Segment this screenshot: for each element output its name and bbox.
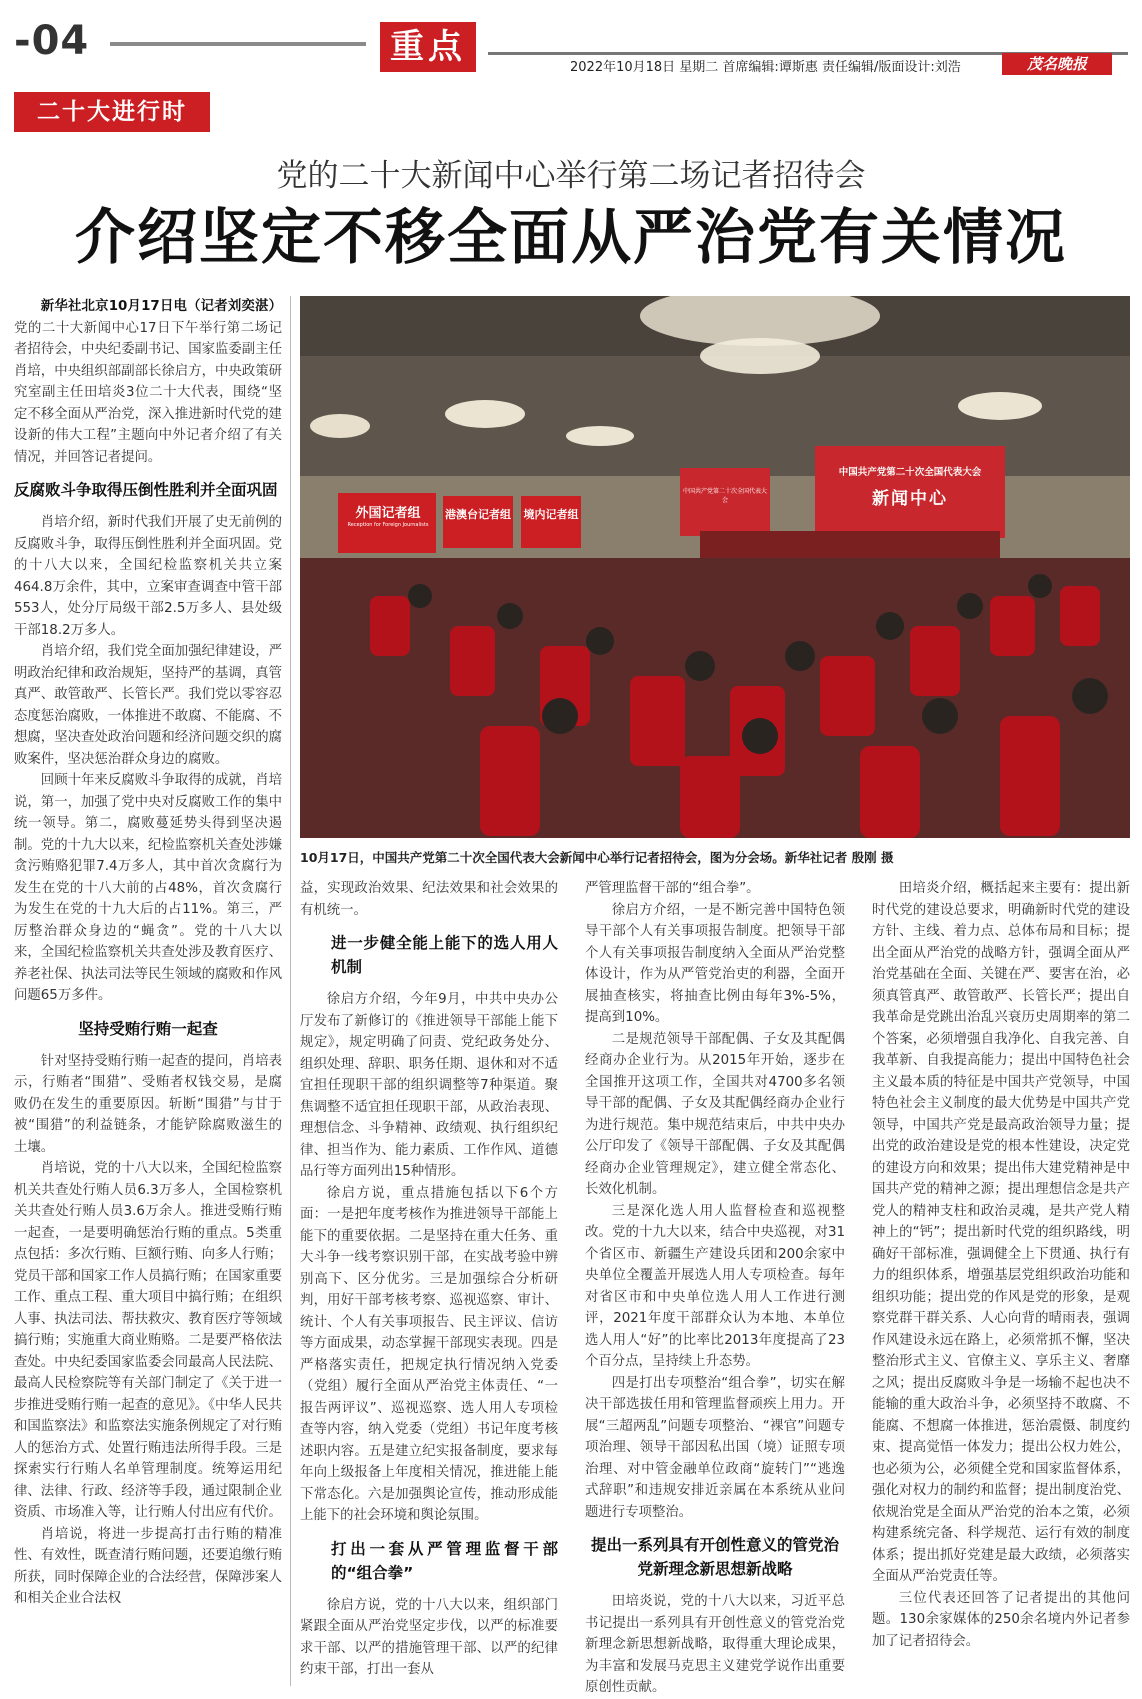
subheading-cadre-mechanism: 进一步健全能上能下的选人用人机制 — [331, 934, 558, 976]
photo-caption: 10月17日，中国共产党第二十次全国代表大会新闻中心举行记者招待会，图为分会场。新华社记者 殷刚 摄 — [300, 850, 894, 865]
article-subtitle: 党的二十大新闻中心举行第二场记者招待会 — [276, 158, 866, 194]
paragraph-continued: 益，实现政治效果、纪法效果和社会效果的有机统一。 — [300, 881, 558, 918]
paragraph: 徐启方说，重点措施包括以下6个方面：一是把年度考核作为推进领导干部能上能下的重要依据。二是坚持在重大任务、重大斗争一线考察识别干部，在实战考验中辨别高下、区分优劣。三是加强综合分析研判，用好干部考核考察、巡视巡察、审计、统计、个人有关事项报告、民主评议、信访等方面成果，动态掌握干部现实表现。四是严格落实责任，把规定执行情况纳入党委（党组）履行全面从严治党主体责任、“一报告两评议”、巡视巡察、选人用人专项检查等内容，纳入党委（党组）书记年度考核述职内容。五是建立纪实报备制度，要求每年向上级报备上年度相关情况，推进能上能下常态化。六是加强舆论宣传，推动形成能上能下的社会环境和舆论氛围。 — [300, 1185, 558, 1523]
newspaper-masthead: 茂名晚报 — [1002, 53, 1112, 75]
paragraph: 徐启方说，党的十八大以来，组织部门紧跟全面从严治党坚定步伐，以严的标准要求干部、以严的措施管理干部、以严的纪律约束干部，打出一套从 — [300, 1597, 558, 1677]
page-number: -04 — [14, 18, 90, 64]
paragraph: 三位代表还回答了记者提出的其他问题。130余家媒体的250余名境内外记者参加了记者招待会。 — [872, 1590, 1130, 1649]
subheading-combination-punch: 打出一套从严管理监督干部的“组合拳” — [331, 1539, 558, 1582]
paragraph: 徐启方介绍，今年9月，中共中央办公厅发布了新修订的《推进领导干部能上能下规定》，规定明确了问责、党纪政务处分、组织处理、辞职、职务任期、退休和对不适宜担任现职干部的组织调整等7种渠道。聚焦调整不适宜担任现职干部，从政治表现、理想信念、斗争精神、政绩观、执行组织纪律、担当作为、能力素质、工作作风、道德品行等方面列出15种情形。 — [300, 992, 558, 1179]
article-column-2 — [300, 878, 558, 1681]
subheading-bribery: 坚持受贿行贿一起查 — [78, 1019, 218, 1038]
paragraph: 田培炎介绍，概括起来主要有：提出新时代党的建设总要求，明确新时代党的建设方针、主线、着力点、总体布局和目标；提出全面从严治党的战略方针，强调全面从严治党基础在全面、关键在严、要害在治，必须真管真严、敢管敢严、长管长严；提出自我革命是党跳出治乱兴衰历史周期率的第二个答案，必须增强自我净化、自我完善、自我革新、自我提高能力；提出中国特色社会主义最本质的特征是中国共产党领导，中国特色社会主义制度的最大优势是中国共产党领导，中国共产党是最高政治领导力量；提出党的政治建设是党的根本性建设，决定党的建设方向和效果；提出伟大建党精神是中国共产党的精神之源；提出理想信念是共产党人的精神支柱和政治灵魂，是共产党人精神上的“钙”；提出新时代党的组织路线，明确好干部标准，强调健全上下贯通、执行有力的组织体系，增强基层党组织政治功能和组织功能；提出党的作风是党的形象，是观察党群干群关系、人心向背的晴雨表，强调作风建设永远在路上，必须常抓不懈，坚决整治形式主义、官僚主义、享乐主义、奢靡之风；提出反腐败斗争是一场输不起也决不能输的重大政治斗争，必须坚持不敢腐、不能腐、不想腐一体推进，惩治震慑、制度约束、提高觉悟一体发力；提出公权力姓公，也必须为公，必须健全党和国家监督体系，强化对权力的制约和监督；提出制度治党、依规治党是全面从严治党的治本之策，必须构建系统完备、科学规范、运行有效的制度体系；提出抓好党建是最大政绩，必须落实全面从严治党责任等。 — [872, 881, 1130, 1584]
banner-foreign-journalists: 外国记者组 — [355, 506, 421, 521]
subheading-anticorruption: 反腐败斗争取得压倒性胜利并全面巩固 — [14, 481, 278, 499]
article-column-4 — [872, 878, 1130, 1652]
lead-paragraph — [14, 296, 282, 468]
paragraph: 肖培介绍，新时代我们开展了史无前例的反腐败斗争，取得压倒性胜利并全面巩固。党的十八大以来，全国纪检监察机关共立案464.8万余件，其中，立案审查调查中管干部553人，处分厅局级干部2.5万多人、县处级干部18.2万多人。 — [14, 515, 282, 638]
header-rule — [110, 42, 366, 46]
dateline: 新华社北京10月17日电（记者刘奕湛） — [40, 299, 282, 314]
paragraph: 三是深化选人用人监督检查和巡视整改。党的十九大以来，结合中央巡视，对31个省区市、新疆生产建设兵团和200余家中央单位全覆盖开展选人用人专项检查。每年对省区市和中央单位选人用人工作进行测评，2021年度干部群众认为本地、本单位选人用人“好”的比率比2013年度提高了23个百分点，呈持续上升态势。 — [585, 1203, 845, 1369]
banner-hk-macao-taiwan: 港澳台记者组 — [445, 508, 511, 521]
section-label: 重点 — [380, 22, 476, 72]
paragraph: 田培炎说，党的十八大以来，习近平总书记提出一系列具有开创性意义的管党治党新理念新思想新战略，取得重大理论成果，为丰富和发展马克思主义建党学说作出重要原创性贡献。 — [585, 1594, 845, 1695]
article-column-1 — [14, 296, 282, 1610]
screen-center-text: 中国共产党第二十次全国代表大会 — [682, 488, 767, 504]
paragraph: 四是打出专项整治“组合拳”，切实在解决干部选拔任用和管理监督顽疾上用力。开展“三超两乱”问题专项整治、“裸官”问题专项治理、领导干部因私出国（境）证照专项治理、对中管金融单位政商“旋转门”“逃逸式辞职”和违规安排近亲属在本系统从业问题进行专项整治。 — [585, 1375, 845, 1520]
paragraph: 徐启方介绍，一是不断完善中国特色领导干部个人有关事项报告制度。把领导干部个人有关事项报告制度纳入全面从严治党整体设计，作为从严管党治吏的利器，全面开展抽查核实，将抽查比例由每年3%-5%，提高到10%。 — [585, 902, 845, 1025]
column-divider — [290, 296, 291, 1686]
subheading-new-concepts: 提出一系列具有开创性意义的管党治党新理念新思想新战略 — [590, 1536, 839, 1578]
paragraph: 肖培说，党的十八大以来，全国纪检监察机关共查处行贿人员6.3万多人，全国检察机关共查处行贿人员3.6万余人。推进受贿行贿一起查，一是要明确惩治行贿的重点。5类重点包括：多次行贿、巨额行贿、向多人行贿；党员干部和国家工作人员搞行贿；在国家重要工作、重点工程、重大项目中搞行贿；在组织人事、执法司法、帮扶救灾、教育医疗等领域搞行贿；实施重大商业贿赂。二是要严格依法查处。中央纪委国家监委会同最高人民法院、最高人民检察院等有关部门制定了《关于进一步推进受贿行贿一起查的意见》。《中华人民共和国监察法》和监察法实施条例规定了对行贿人的惩治方式、处置行贿违法所得手段。三是探索实行行贿人名单管理制度。统筹运用纪律、法律、行政、经济等手段，通过限制企业资质、市场准入等，让行贿人付出应有代价。 — [14, 1161, 282, 1520]
paragraph: 针对坚持受贿行贿一起查的提问，肖培表示，行贿者“围猎”、受贿者权钱交易，是腐败仍在发生的重要原因。斩断“围猎”与甘于被“围猎”的利益链条，才能铲除腐败滋生的土壤。 — [14, 1053, 282, 1155]
paragraph: 肖培说，将进一步提高打击行贿的精准性、有效性，既查清行贿问题，还要追缴行贿所获，同时保障企业的合法经营，保障涉案人和相关企业合法权 — [14, 1526, 282, 1606]
screen-right-line1: 中国共产党第二十次全国代表大会 — [838, 467, 982, 478]
paragraph-continued: 严管理监督干部的“组合拳”。 — [585, 881, 760, 896]
press-conference-photo — [300, 296, 1130, 838]
screen-right-line2: 新闻中心 — [872, 489, 948, 509]
paragraph: 回顾十年来反腐败斗争取得的成就，肖培说，第一，加强了党中央对反腐败工作的集中统一领导。第二，腐败蔓延势头得到坚决遏制。党的十九大以来，纪检监察机关查处涉嫌贪污贿赂犯罪7.4万多人，其中首次贪腐行为发生在党的十八大前的占48%，首次贪腐行为发生在党的十九大后的占11%。第三，严厉整治群众身边的“蝇贪”。党的十八大以来，全国纪检监察机关共查处涉及教育医疗、养老社保、执法司法等民生领域的腐败和作风问题65万多件。 — [14, 773, 282, 1003]
article-column-3 — [585, 878, 845, 1699]
banner-foreign-journalists-en: Reception for Foreign Journalists — [347, 522, 429, 528]
date-editor-info: 2022年10月18日 星期二 首席编辑:谭斯惠 责任编辑/版面设计:刘浩 — [570, 60, 961, 75]
article-title: 介绍坚定不移全面从严治党有关情况 — [75, 203, 1067, 273]
lead-text: 党的二十大新闻中心17日下午举行第二场记者招待会，中央纪委副书记、国家监委副主任肖培，中央组织部副部长徐启方，中央政策研究室副主任田培炎3位二十大代表，围绕“坚定不移全面从严治党，深入推进新时代党的建设新的伟大工程”主题向中外记者介绍了有关情况，并回答记者提问。 — [14, 320, 282, 465]
paragraph: 二是规范领导干部配偶、子女及其配偶经商办企业行为。从2015年开始，逐步在全国推开这项工作，全国共对4700多名领导干部的配偶、子女及其配偶经商办企业行为进行规范。集中规范结束后，中共中央办公厅印发了《领导干部配偶、子女及其配偶经商办企业管理规定》，建立健全常态化、长效化机制。 — [585, 1031, 845, 1197]
banner-domestic-journalists: 境内记者组 — [523, 508, 579, 521]
paragraph: 肖培介绍，我们党全面加强纪律建设，严明政治纪律和政治规矩，坚持严的基调，真管真严、敢管敢严、长管长严。我们党以零容忍态度惩治腐败，一体推进不敢腐、不能腐、不想腐，坚决查处政治问题和经济问题交织的腐败案件，坚决惩治群众身边的腐败。 — [14, 644, 282, 767]
column-tag: 二十大进行时 — [14, 92, 210, 132]
audience-seats — [300, 296, 1130, 838]
